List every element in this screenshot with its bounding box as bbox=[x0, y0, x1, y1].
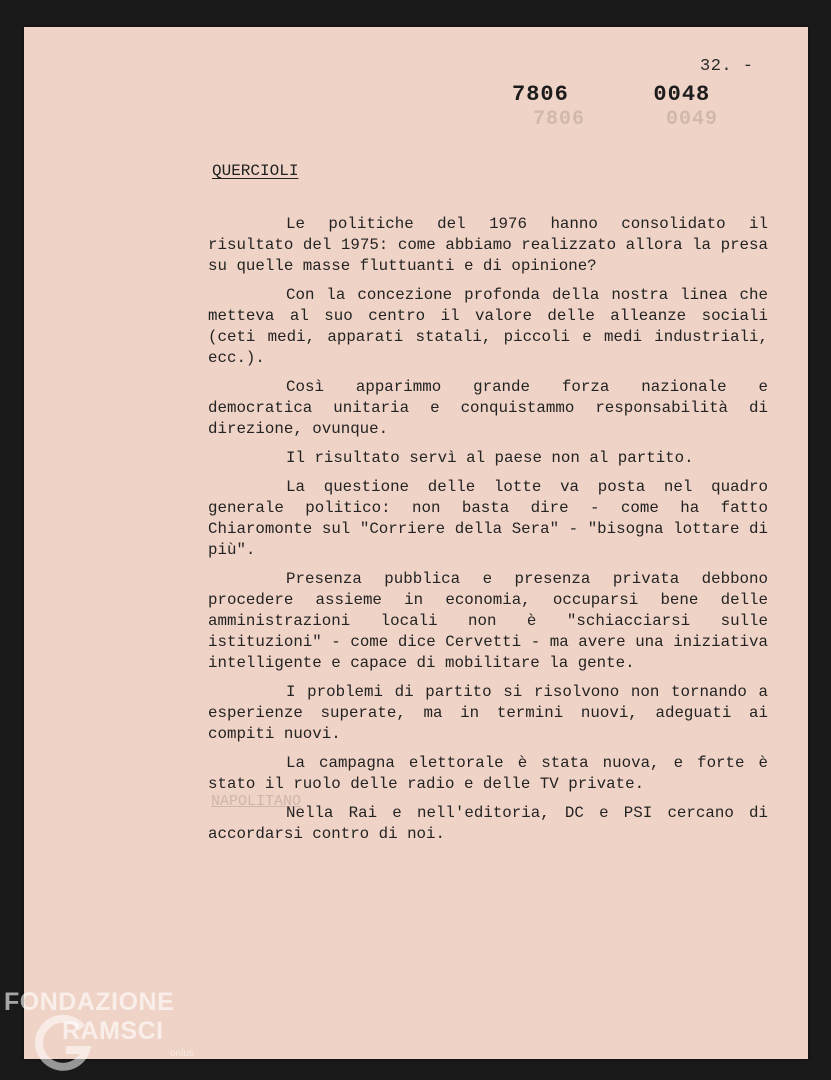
paragraph: I problemi di partito si risolvono non tornando a esperienze superate, ma in termini nuovi, adeguati ai compiti nuovi. bbox=[208, 683, 768, 743]
paragraph: Presenza pubblica e presenza privata debbono procedere assieme in economia, occuparsi bene delle amministrazioni locali non è "schiacciarsi sulle istituzioni" - come dice Cervetti - ma avere una iniziativa intelligente e capace di mobilitare la gente. bbox=[208, 570, 768, 672]
page-number: 32. - bbox=[700, 57, 754, 76]
paragraph: La campagna elettorale è stata nuova, e forte è stato il ruolo delle radio e delle TV private. bbox=[208, 754, 768, 793]
document-id-stamp: 7806 0048 bbox=[512, 82, 711, 107]
bleed-through-speaker: NAPOLITANO bbox=[211, 793, 302, 810]
logo-line-1: FONDAZIONE bbox=[4, 988, 175, 1016]
paragraph: Il risultato servì al paese non al partito. bbox=[286, 449, 694, 467]
document-body bbox=[208, 214, 768, 853]
paragraph: Con la concezione profonda della nostra linea che metteva al suo centro il valore delle alleanze sociali (ceti medi, apparati statali, piccoli e medi industriali, ecc.). bbox=[208, 286, 768, 367]
paragraph: Così apparimmo grande forza nazionale e democratica unitaria e conquistammo responsabilità di direzione, ovunque. bbox=[208, 378, 768, 438]
logo-suffix: onlus bbox=[170, 1048, 194, 1059]
fondazione-gramsci-logo bbox=[4, 988, 214, 1078]
logo-line-2: RAMSCI bbox=[62, 1017, 164, 1045]
paragraph: Le politiche del 1976 hanno consolidato il risultato del 1975: come abbiamo realizzato allora la presa su quelle masse fluttuanti e di opinione? bbox=[208, 215, 768, 275]
paragraph: La questione delle lotte va posta nel quadro generale politico: non basta dire - come ha fatto Chiaromonte sul "Corriere della Sera" - "bisogna lottare di più". bbox=[208, 478, 768, 559]
paragraph: Nella Rai e nell'editoria, DC e PSI cercano di accordarsi contro di noi. bbox=[208, 804, 768, 843]
speaker-heading: QUERCIOLI bbox=[212, 162, 299, 180]
bleed-through-document-id: 7806 0049 bbox=[533, 108, 719, 131]
